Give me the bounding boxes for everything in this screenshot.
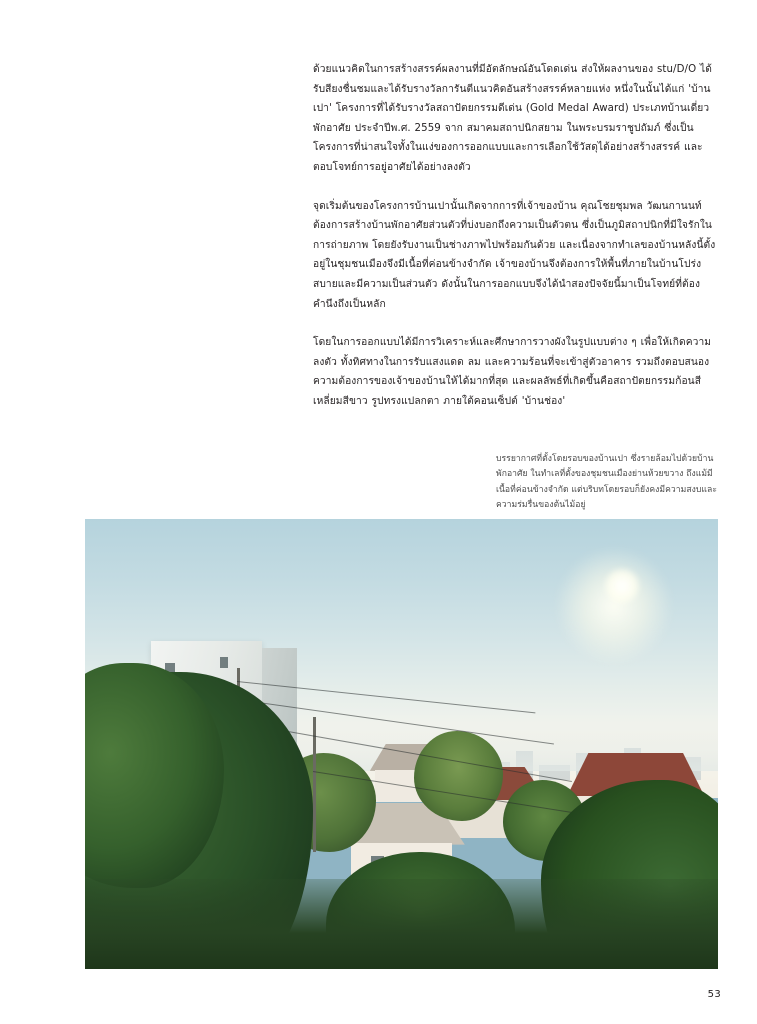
photo-illustration (85, 519, 718, 969)
paragraph-3: โดยในการออกแบบได้มีการวิเคราะห์และศึกษาการวางผังในรูปแบบต่าง ๆ เพื่อให้เกิดความลงตัว ทั้งทิศทางในการรับแสงแดด ลม และความร้อนที่จะเข้าสู่ตัวอาคาร รวมถึงตอบสนองความต้องการของเจ้าของบ้านให้ได้มากที่สุด และผลลัพธ์ที่เกิดขึ้นคือสถาปัตยกรรมก้อนสีเหลี่ยมสีขาว รูปทรงแปลกตา ภายใต้คอนเซ็ปต์ 'บ้านช่อง' (313, 337, 712, 407)
paragraph-1: ด้วยแนวคิดในการสร้างสรรค์ผลงานที่มีอัตลักษณ์อันโดดเด่น ส่งให้ผลงานของ stu/D/O ได้รับสียงชื่นชมและได้รับรางวัลการันตีแนวคิดอันสร้างสรรค์หลายแห่ง หนึ่งในนั้นได้แก่ 'บ้านเปา' โครงการที่ได้รับรางวัลสถาปัตยกรรมดีเด่น (Gold Medal Award) ประเภทบ้านเดี่ยวพักอาศัย ประจำปีพ.ศ. 2559 จาก สมาคมสถาปนิกสยาม ในพระบรมราชูปถัมภ์ ซึ่งเป็นโครงการที่น่าสนใจทั้งในแง่ของการออกแบบและการเลือกใช้วัสดุได้อย่างสร้างสรรค์ และตอบโจทย์การอยู่อาศัยได้อย่างลงตัว (313, 64, 712, 173)
article-body (313, 60, 718, 431)
sun-glow (554, 546, 674, 666)
sun-core (605, 569, 639, 603)
foreground-foliage-bottom (85, 879, 718, 969)
photo-figure (85, 519, 718, 969)
photo-caption: บรรยากาศที่ตั้งโดยรอบของบ้านเปา ซึ่งรายล้อมไปด้วยบ้านพักอาศัย ในทำเลที่ตั้งของชุมชนเมืองย่านห้วยขวาง ถึงแม้มีเนื้อที่ค่อนข้างจำกัด แต่บริบทโดยรอบก็ยังคงมีความสงบและความร่มรื่นของต้นไม้อยู่ (496, 454, 717, 511)
page-number: 53 (707, 989, 721, 1000)
power-pole-2 (313, 717, 316, 852)
tree-mid-2 (414, 731, 503, 821)
paragraph-2: จุดเริ่มต้นของโครงการบ้านเปานั้นเกิดจากการที่เจ้าของบ้าน คุณโชยชุมพล วัฒนกานนท์ ต้องการสร้างบ้านพักอาศัยส่วนตัวที่บ่งบอกถึงความเป็นตัวตน ซึ่งเป็นภูมิสถาปนิกที่มีใจรักในการถ่ายภาพ โดยยังรับงานเป็นช่างภาพไปพร้อมกันด้วย และเนื่องจากทำเลของบ้านหลังนี้ตั้งอยู่ในชุมชนเมืองจึงมีเนื้อที่ค่อนข้างจำกัด เจ้าของบ้านจึงต้องการให้พื้นที่ภายในบ้านโปร่งสบายและมีความเป็นส่วนตัว ดังนั้นในการออกแบบจึงได้นำสองปัจจัยนี้มาเป็นโจทย์ที่ต้องคำนึงถึงเป็นหลัก (313, 200, 716, 310)
